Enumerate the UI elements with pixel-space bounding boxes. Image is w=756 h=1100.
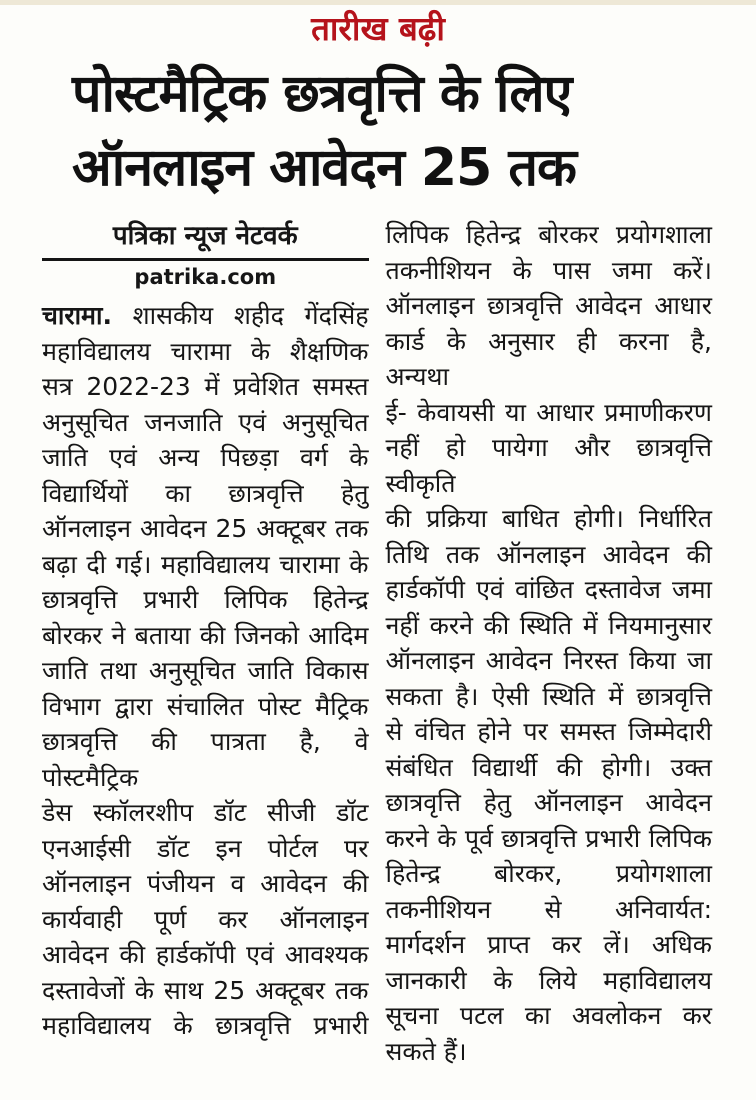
text-line: छात्रवृत्ति की पात्रता है, वे पोस्टमैट्रिक: [42, 727, 369, 792]
page-top-strip: [0, 0, 756, 5]
text-line: जानकारी के लिये महाविद्यालय: [385, 965, 712, 995]
text-line: कार्ड के अनुसार ही करना है, अन्यथा: [385, 326, 712, 391]
article-first-line: [42, 298, 369, 334]
text-line: नहीं करने की स्थिति में नियमानुसार: [385, 610, 712, 640]
text-line: अनुसूचित जनजाति एवं अनुसूचित: [42, 407, 369, 437]
text-line: हितेन्द्र बोरकर, प्रयोगशाला: [385, 859, 712, 888]
text-line: लिपिक हितेन्द्र बोरकर प्रयोगशाला: [385, 220, 712, 249]
text-line: महाविद्यालय चारामा के शैक्षणिक: [42, 336, 369, 366]
text-line: मार्गदर्शन प्राप्त कर लें। अधिक: [385, 930, 712, 959]
text-line: ऑनलाइन आवेदन निरस्त किया जा: [385, 646, 712, 675]
text-line: सकता है। ऐसी स्थिति में छात्रवृत्ति: [385, 681, 712, 711]
left-column: [42, 217, 369, 1069]
text-line: तकनीशियन के पास जमा करें।: [385, 255, 712, 285]
text-line: जाति तथा अनुसूचित जाति विकास: [42, 656, 369, 685]
text-line: कार्यवाही पूर्ण कर ऑनलाइन: [42, 904, 369, 934]
byline-network: पत्रिका न्यूज नेटवर्क: [112, 221, 298, 251]
headline-line-1: पोस्टमैट्रिक छत्रवृत्ति के लिए: [72, 64, 572, 124]
text-line: दस्तावेजों के साथ 25 अक्टूबर तक: [42, 975, 369, 1005]
text-line: ऑनलाइन छात्रवृत्ति आवेदन आधार: [385, 291, 712, 320]
text-line: डेस स्कॉलरशीप डॉट सीजी डॉट: [42, 798, 369, 827]
text-line: छात्रवृत्ति प्रभारी लिपिक हितेन्द्र: [42, 585, 369, 614]
headline-line-2: ऑनलाइन आवेदन 25 तक: [72, 138, 576, 198]
text-line: सकते हैं।: [385, 1036, 467, 1066]
text-line: सत्र 2022-23 में प्रवेशित समस्त: [42, 372, 369, 401]
text-line: ऑनलाइन पंजीयन व आवेदन की: [42, 869, 369, 898]
article-body: [0, 205, 756, 1069]
right-column-text: [386, 217, 713, 1069]
text-line: आवेदन की हार्डकॉपी एवं आवश्यक: [42, 940, 369, 969]
text-line: हार्डकॉपी एवं वांछित दस्तावेज जमा: [385, 575, 712, 604]
text-line: ई- केवायसी या आधार प्रमाणीकरण: [385, 397, 712, 427]
text-line: ऑनलाइन आवेदन 25 अक्टूबर तक: [42, 514, 369, 543]
text-line: विद्यार्थियों का छात्रवृत्ति हेतु: [42, 478, 369, 508]
kicker-headline: तारीख बढ़ी: [311, 9, 445, 48]
byline-website: patrika.com: [134, 265, 277, 289]
text-line: बोरकर ने बताया की जिनको आदिम: [42, 620, 369, 650]
text-line: तकनीशियन से अनिवार्यत:: [385, 894, 712, 924]
text-line: महाविद्यालय के छात्रवृत्ति प्रभारी: [42, 1011, 369, 1040]
text-line: नहीं हो पायेगा और छात्रवृत्ति स्वीकृति: [385, 433, 712, 498]
text-line: से वंचित होने पर समस्त जिम्मेदारी: [385, 717, 712, 746]
left-column-text: [42, 334, 369, 1044]
text-line: तिथि तक ऑनलाइन आवेदन की: [385, 539, 712, 569]
text-line: विभाग द्वारा संचालित पोस्ट मैट्रिक: [42, 691, 369, 721]
text-line: करने के पूर्व छात्रवृत्ति प्रभारी लिपिक: [385, 823, 712, 853]
text-line: एनआईसी डॉट इन पोर्टल पर: [42, 833, 369, 863]
text-line: संबंधित विद्यार्थी की होगी। उक्त: [385, 752, 712, 782]
text-line: छात्रवृत्ति हेतु ऑनलाइन आवेदन: [385, 788, 712, 817]
dateline: चारामा.: [42, 301, 112, 330]
right-column: [386, 217, 713, 1069]
first-line-text: शासकीय शहीद गेंदसिंह: [111, 301, 369, 330]
text-line: सूचना पटल का अवलोकन कर: [385, 1001, 712, 1030]
byline-divider: [42, 258, 369, 261]
text-line: बढ़ा दी गई। महाविद्यालय चारामा के: [42, 549, 369, 579]
text-line: की प्रक्रिया बाधित होगी। निर्धारित: [385, 504, 712, 533]
main-headline: [0, 49, 756, 205]
byline-block: [42, 217, 369, 290]
text-line: जाति एवं अन्य पिछड़ा वर्ग के: [42, 443, 369, 472]
